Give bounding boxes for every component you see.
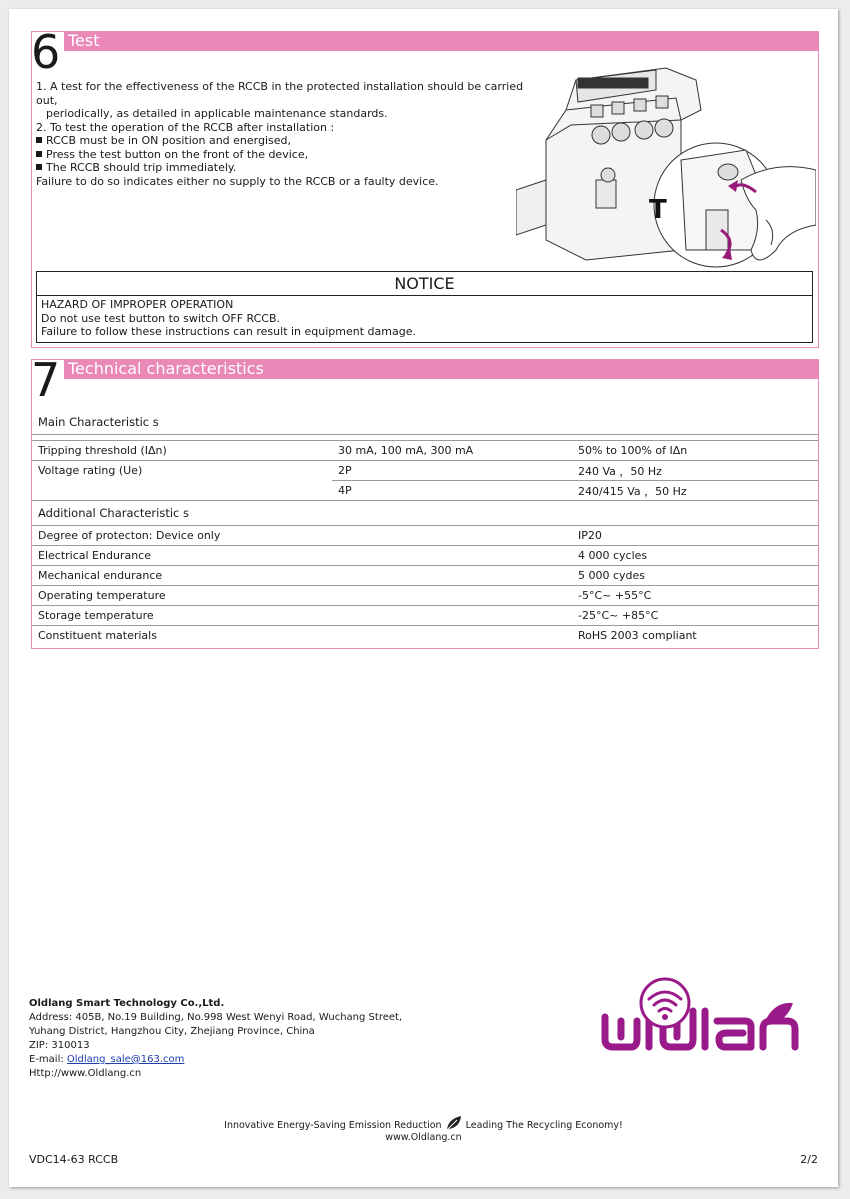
- notice-line: Failure to follow these instructions can result in equipment damage.: [41, 325, 416, 338]
- notice-box: [36, 271, 813, 343]
- slogan-left: Innovative Energy-Saving Emission Reduction: [224, 1120, 442, 1131]
- table-row: 4P 240/415 Va ，50 Hz: [32, 481, 818, 501]
- section-number: 6: [31, 25, 61, 79]
- company-address: Address: 405B, No.19 Building, No.998 West Wenyi Road, Wuchang Street,: [29, 1012, 403, 1023]
- section-title-bar: [64, 360, 818, 379]
- tech-section: [31, 353, 819, 649]
- square-bullet-icon: [36, 164, 42, 170]
- additional-heading: Additional Characteristic s: [32, 501, 818, 526]
- instruction-line: 1. A test for the effectiveness of the RCCB in the protected installation should be carried out,: [36, 80, 524, 107]
- section-title-bar: [64, 32, 818, 51]
- company-email-line: E-mail: Oldlang_sale@163.com: [29, 1054, 185, 1065]
- email-link[interactable]: Oldlang_sale@163.com: [66, 1054, 185, 1065]
- rccb-test-illustration: [516, 50, 816, 270]
- table-row: Operating temperature -5°C~ +55°C: [32, 586, 818, 606]
- instruction-line: periodically, as detailed in applicable maintenance standards.: [46, 107, 388, 120]
- leaf-icon: [445, 1115, 463, 1131]
- bullet-item: The RCCB should trip immediately.: [36, 161, 536, 175]
- bullet-item: Press the test button on the front of the device,: [36, 148, 536, 162]
- test-button-label: T: [649, 195, 667, 225]
- section-number: 7: [31, 353, 61, 407]
- test-section: [31, 25, 819, 348]
- instruction-line: Failure to do so indicates either no supply to the RCCB or a faulty device.: [36, 174, 439, 188]
- instruction-line: 2. To test the operation of the RCCB after installation :: [36, 120, 335, 134]
- main-heading: Main Characteristic s: [32, 410, 818, 435]
- table-row: Voltage rating (Ue) 2P 240 Va ，50 Hz: [32, 461, 818, 481]
- notice-line: HAZARD OF IMPROPER OPERATION: [41, 298, 234, 311]
- table-row: Electrical Endurance 4 000 cycles: [32, 546, 818, 566]
- company-address: Yuhang District, Hangzhou City, Zhejiang Province, China: [29, 1026, 315, 1037]
- test-instructions: [36, 80, 536, 188]
- table-heading-row: [32, 501, 818, 526]
- bullet-item: RCCB must be in ON position and energised,: [36, 134, 536, 148]
- footer-model: VDC14-63 RCCB: [29, 1153, 119, 1166]
- table-row: Constituent materials RoHS 2003 compliant: [38, 629, 697, 642]
- company-name: Oldlang Smart Technology Co.,Ltd.: [29, 998, 225, 1009]
- document-page: [9, 9, 838, 1187]
- table-row: Mechanical endurance 5 000 cydes: [32, 566, 818, 586]
- table-row: Storage temperature -25°C~ +85°C: [32, 606, 818, 626]
- website-text: www.Oldlang.cn: [385, 1132, 462, 1143]
- page-number: 2/2: [800, 1153, 818, 1166]
- notice-heading: NOTICE: [37, 272, 812, 296]
- section-title: Test: [68, 31, 100, 50]
- company-info: [29, 997, 402, 1081]
- table-heading-row: [32, 410, 818, 435]
- notice-body: [37, 296, 812, 341]
- square-bullet-icon: [36, 137, 42, 143]
- section-title: Technical characteristics: [68, 359, 264, 378]
- table-row: Degree of protecton: Device only IP20: [32, 526, 818, 546]
- company-website: Http://www.Oldlang.cn: [29, 1068, 142, 1079]
- notice-line: Do not use test button to switch OFF RCCB.: [41, 311, 281, 325]
- oldlang-logo: [597, 977, 807, 1057]
- square-bullet-icon: [36, 151, 42, 157]
- company-zip: ZIP: 310013: [29, 1040, 90, 1051]
- tech-table: [32, 410, 818, 645]
- slogan-right: Leading The Recycling Economy!: [465, 1120, 623, 1131]
- table-row: Tripping threshold (IΔn) 30 mA, 100 mA, 300 mA 50% to 100% of IΔn: [32, 441, 818, 461]
